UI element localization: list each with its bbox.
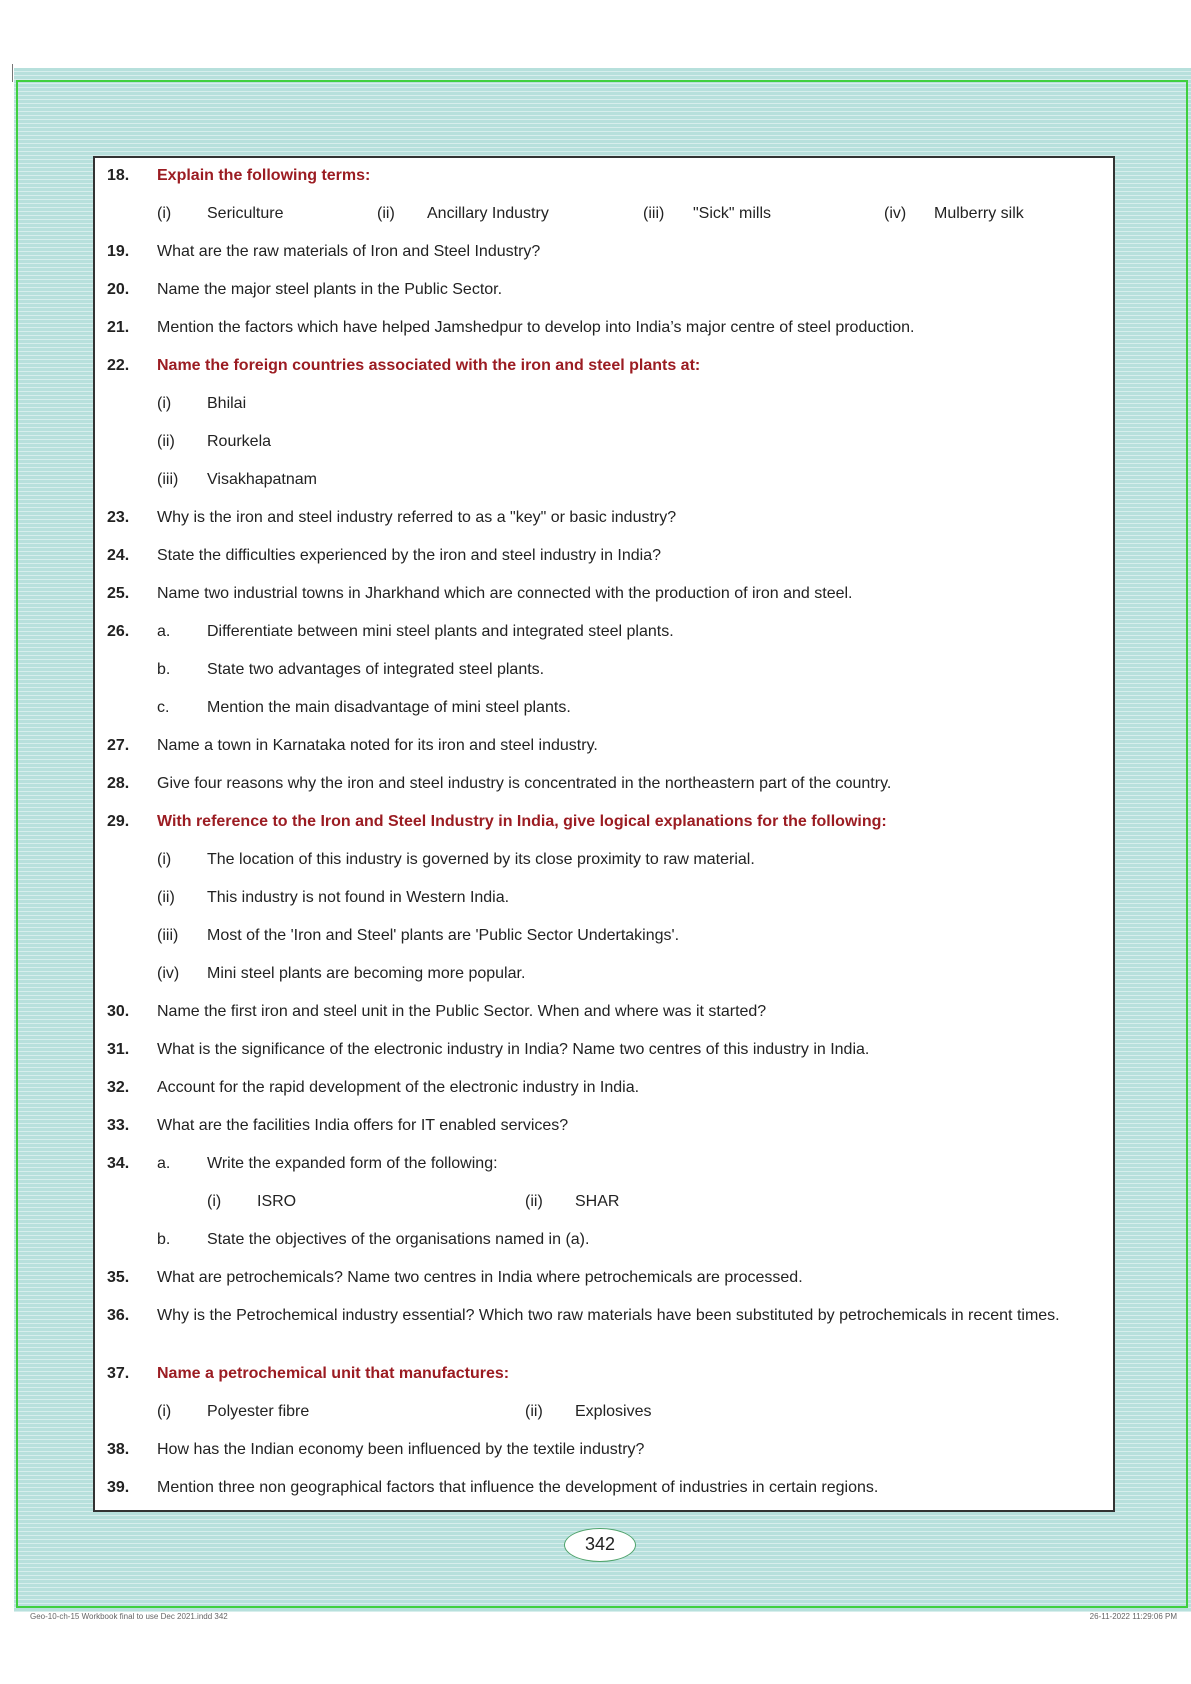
sub-item-text: Mini steel plants are becoming more popular. — [207, 965, 526, 982]
question-number: 21. — [107, 319, 130, 336]
sub-item-text: Mention the main disadvantage of mini steel plants. — [207, 699, 571, 716]
sub-item-text: SHAR — [575, 1193, 620, 1210]
question-number: 39. — [107, 1479, 130, 1496]
sub-item-text: Ancillary Industry — [427, 205, 549, 222]
page-number: 342 — [564, 1528, 636, 1562]
sub-item-text: Polyester fibre — [207, 1403, 310, 1420]
question-text: What are petrochemicals? Name two centres in India where petrochemicals are processed. — [157, 1269, 803, 1286]
question-text: Name a petrochemical unit that manufactures: — [157, 1365, 510, 1382]
sub-item-label: (i) — [157, 205, 172, 222]
question-number: 36. — [107, 1307, 130, 1324]
question-number: 19. — [107, 243, 130, 260]
question-number: 20. — [107, 281, 130, 298]
sub-item-label: (ii) — [525, 1403, 543, 1420]
sub-item-text: State two advantages of integrated steel plants. — [207, 661, 545, 678]
question-number: 31. — [107, 1041, 130, 1058]
question-text: What are the raw materials of Iron and Steel Industry? — [157, 243, 541, 260]
sub-item-label: (i) — [157, 851, 172, 868]
question-text: Name the major steel plants in the Public Sector. — [157, 281, 503, 298]
question-text: Mention three non geographical factors that influence the development of industries in certain regions. — [157, 1479, 879, 1496]
sub-item-text: Mulberry silk — [934, 205, 1024, 222]
question-text: With reference to the Iron and Steel Industry in India, give logical explanations for the following: — [157, 813, 887, 830]
question-number: 29. — [107, 813, 130, 830]
question-number: 28. — [107, 775, 130, 792]
sub-item-label: a. — [157, 1155, 171, 1172]
sub-item-text: Visakhapatnam — [207, 471, 317, 488]
sub-item-label: (i) — [157, 395, 172, 412]
question-number: 33. — [107, 1117, 130, 1134]
sub-item-label: (iii) — [157, 471, 179, 488]
sub-item-text: ISRO — [257, 1193, 297, 1210]
sub-item-label: (iv) — [157, 965, 180, 982]
question-text: Why is the iron and steel industry referred to as a "key" or basic industry? — [157, 509, 677, 526]
question-text: How has the Indian economy been influenced by the textile industry? — [157, 1441, 645, 1458]
sub-item-text: "Sick" mills — [693, 205, 772, 222]
sub-item-label: (iii) — [643, 205, 665, 222]
sub-item-text: Sericulture — [207, 205, 284, 222]
question-text: Explain the following terms: — [157, 167, 371, 184]
question-number: 27. — [107, 737, 130, 754]
sub-item-label: (iii) — [157, 927, 179, 944]
question-number: 34. — [107, 1155, 130, 1172]
crop-mark — [12, 64, 13, 82]
sub-item-text: Rourkela — [207, 433, 272, 450]
sub-item-text: Differentiate between mini steel plants and integrated steel plants. — [207, 623, 674, 640]
sub-item-text: Explosives — [575, 1403, 652, 1420]
question-number: 25. — [107, 585, 130, 602]
sub-item-label: a. — [157, 623, 171, 640]
sub-item-label: (iv) — [884, 205, 907, 222]
question-text: Account for the rapid development of the electronic industry in India. — [157, 1079, 640, 1096]
sub-item-label: (ii) — [157, 889, 175, 906]
footer-file-info: Geo-10-ch-15 Workbook final to use Dec 2021.indd 342 — [30, 1612, 228, 1621]
sub-item-label: (i) — [157, 1403, 172, 1420]
sub-item-text: Bhilai — [207, 395, 247, 412]
sub-item-label: (ii) — [377, 205, 395, 222]
sub-item-label: (ii) — [157, 433, 175, 450]
question-number: 37. — [107, 1365, 130, 1382]
question-number: 22. — [107, 357, 130, 374]
question-text: State the difficulties experienced by the iron and steel industry in India? — [157, 547, 662, 564]
sub-item-text: State the objectives of the organisations named in (a). — [207, 1231, 590, 1248]
questions-box — [93, 156, 1115, 1512]
question-text: What are the facilities India offers for IT enabled services? — [157, 1117, 569, 1134]
footer-timestamp: 26-11-2022 11:29:06 PM — [1089, 1612, 1177, 1621]
question-text: Give four reasons why the iron and steel industry is concentrated in the northeastern part of the country. — [157, 775, 892, 792]
question-text: Name the foreign countries associated with the iron and steel plants at: — [157, 357, 701, 374]
sub-item-text: The location of this industry is governed by its close proximity to raw material. — [207, 851, 755, 868]
sub-item-label: c. — [157, 699, 170, 716]
question-number: 30. — [107, 1003, 130, 1020]
question-number: 23. — [107, 509, 130, 526]
question-text: Why is the Petrochemical industry essential? Which two raw materials have been substituted by petrochemicals in recent times. — [157, 1307, 1060, 1324]
question-number: 38. — [107, 1441, 130, 1458]
sub-item-text: This industry is not found in Western India. — [207, 889, 510, 906]
sub-item-text: Write the expanded form of the following: — [207, 1155, 498, 1172]
question-text: Name a town in Karnataka noted for its iron and steel industry. — [157, 737, 598, 754]
question-number: 24. — [107, 547, 130, 564]
question-number: 26. — [107, 623, 130, 640]
question-number: 35. — [107, 1269, 130, 1286]
question-text: Name the first iron and steel unit in the Public Sector. When and where was it started? — [157, 1003, 767, 1020]
question-text: Name two industrial towns in Jharkhand which are connected with the production of iron and steel. — [157, 585, 853, 602]
sub-item-text: Most of the 'Iron and Steel' plants are 'Public Sector Undertakings'. — [207, 927, 680, 944]
sub-item-label: (i) — [207, 1193, 222, 1210]
question-number: 18. — [107, 167, 130, 184]
question-text: Mention the factors which have helped Jamshedpur to develop into India’s major centre of steel production. — [157, 319, 915, 336]
question-number: 32. — [107, 1079, 130, 1096]
sub-item-label: (ii) — [525, 1193, 543, 1210]
question-text: What is the significance of the electronic industry in India? Name two centres of this industry in India. — [157, 1041, 870, 1058]
sub-item-label: b. — [157, 661, 171, 678]
sub-item-label: b. — [157, 1231, 171, 1248]
